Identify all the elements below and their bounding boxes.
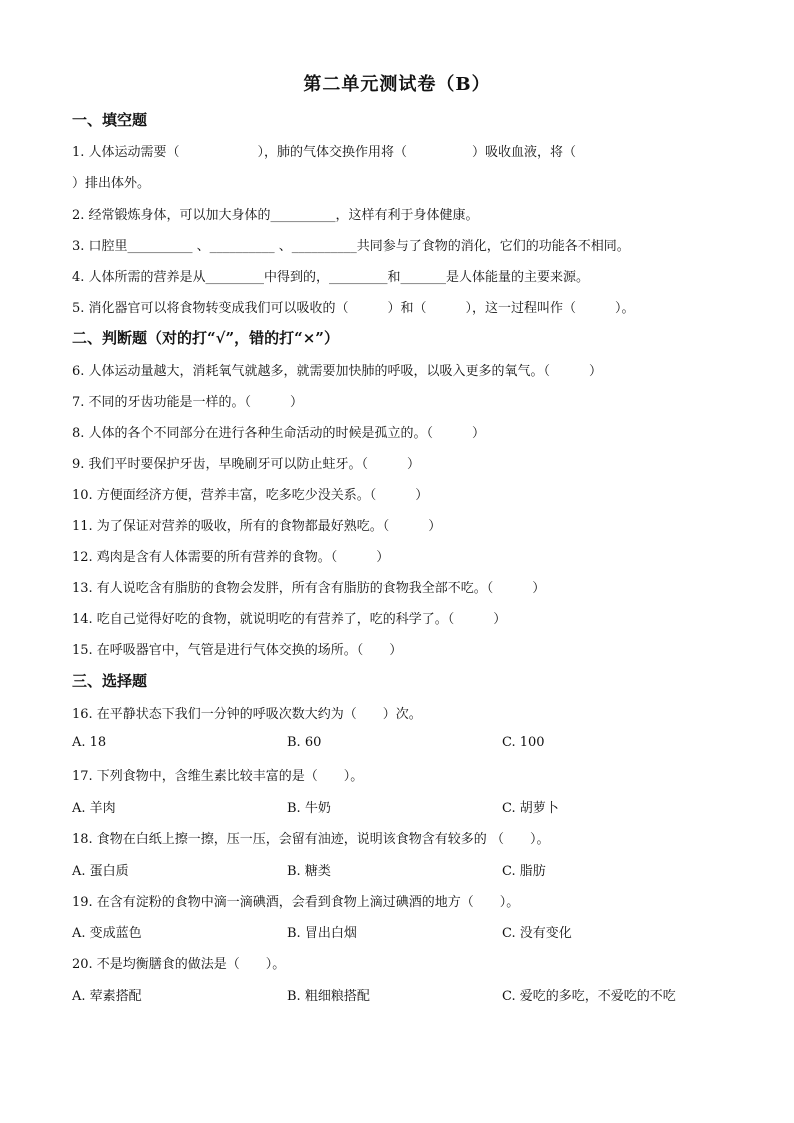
section-heading-choice: 三、选择题 xyxy=(72,672,148,690)
question-17: 17. 下列食物中，含维生素比较丰富的是（ ）。 xyxy=(72,769,364,784)
page-title: 第二单元测试卷（B） xyxy=(303,74,491,95)
question-1-line-2: ）排出体外。 xyxy=(72,176,151,191)
section-heading-fill: 一、填空题 xyxy=(72,111,148,129)
question-8: 8. 人体的各个不同部分在进行各种生命活动的时候是孤立的。（ ） xyxy=(72,426,486,441)
question-18-option-a: A. 蛋白质 xyxy=(72,864,129,879)
question-2: 2. 经常锻炼身体，可以加大身体的__________，这样有利于身体健康。 xyxy=(72,208,479,223)
question-20: 20. 不是均衡膳食的做法是（ ）。 xyxy=(72,957,286,972)
question-3: 3. 口腔里__________ 、__________ 、__________共同参与了食物的消化，它们的功能各不相同。 xyxy=(72,239,630,254)
question-9: 9. 我们平时要保护牙齿，早晚刷牙可以防止蛀牙。（ ） xyxy=(72,457,421,472)
question-19-option-a: A. 变成蓝色 xyxy=(72,926,142,941)
question-7: 7. 不同的牙齿功能是一样的。（ ） xyxy=(72,395,304,410)
question-10: 10. 方便面经济方便，营养丰富，吃多吃少没关系。（ ） xyxy=(72,488,429,503)
question-16-option-a: A. 18 xyxy=(72,735,107,750)
question-6: 6. 人体运动量越大，消耗氧气就越多，就需要加快肺的呼吸，以吸入更多的氧气。（ ） xyxy=(72,364,603,379)
question-16: 16. 在平静状态下我们一分钟的呼吸次数大约为（ ）次。 xyxy=(72,707,422,722)
question-4: 4. 人体所需的营养是从_________中得到的，_________和_______是人体能量的主要来源。 xyxy=(72,270,590,285)
question-11: 11. 为了保证对营养的吸收，所有的食物都最好熟吃。（ ） xyxy=(72,519,442,534)
question-18-option-c: C. 脂肪 xyxy=(502,864,546,879)
question-20-option-a: A. 荤素搭配 xyxy=(72,989,142,1004)
question-19-option-b: B. 冒出白烟 xyxy=(287,926,357,941)
question-17-option-c: C. 胡萝卜 xyxy=(502,801,559,816)
question-20-option-c: C. 爱吃的多吃，不爱吃的不吃 xyxy=(502,989,676,1004)
question-15: 15. 在呼吸器官中，气管是进行气体交换的场所。（ ） xyxy=(72,643,403,658)
question-5: 5. 消化器官可以将食物转变成我们可以吸收的（ ）和（ ），这一过程叫作（ ）。 xyxy=(72,301,635,316)
question-1-line-1: 1. 人体运动需要（ ），肺的气体交换作用将（ ）吸收血液，将（ xyxy=(72,145,577,160)
question-13: 13. 有人说吃含有脂肪的食物会发胖，所有含有脂肪的食物我全部不吃。（ ） xyxy=(72,581,546,596)
question-12: 12. 鸡肉是含有人体需要的所有营养的食物。（ ） xyxy=(72,550,390,565)
question-20-option-b: B. 粗细粮搭配 xyxy=(287,989,370,1004)
question-17-option-a: A. 羊肉 xyxy=(72,801,116,816)
question-16-option-b: B. 60 xyxy=(287,735,322,750)
question-17-option-b: B. 牛奶 xyxy=(287,801,331,816)
question-18: 18. 食物在白纸上擦一擦，压一压，会留有油迹，说明该食物含有较多的 （ ）。 xyxy=(72,832,550,847)
question-14: 14. 吃自己觉得好吃的食物，就说明吃的有营养了，吃的科学了。（ ） xyxy=(72,612,507,627)
question-18-option-b: B. 糖类 xyxy=(287,864,331,879)
question-16-option-c: C. 100 xyxy=(502,735,545,750)
question-19: 19. 在含有淀粉的食物中滴一滴碘酒，会看到食物上滴过碘酒的地方（ ）。 xyxy=(72,895,520,910)
section-heading-judge: 二、判断题（对的打“√”，错的打“×”） xyxy=(72,329,339,347)
question-19-option-c: C. 没有变化 xyxy=(502,926,572,941)
